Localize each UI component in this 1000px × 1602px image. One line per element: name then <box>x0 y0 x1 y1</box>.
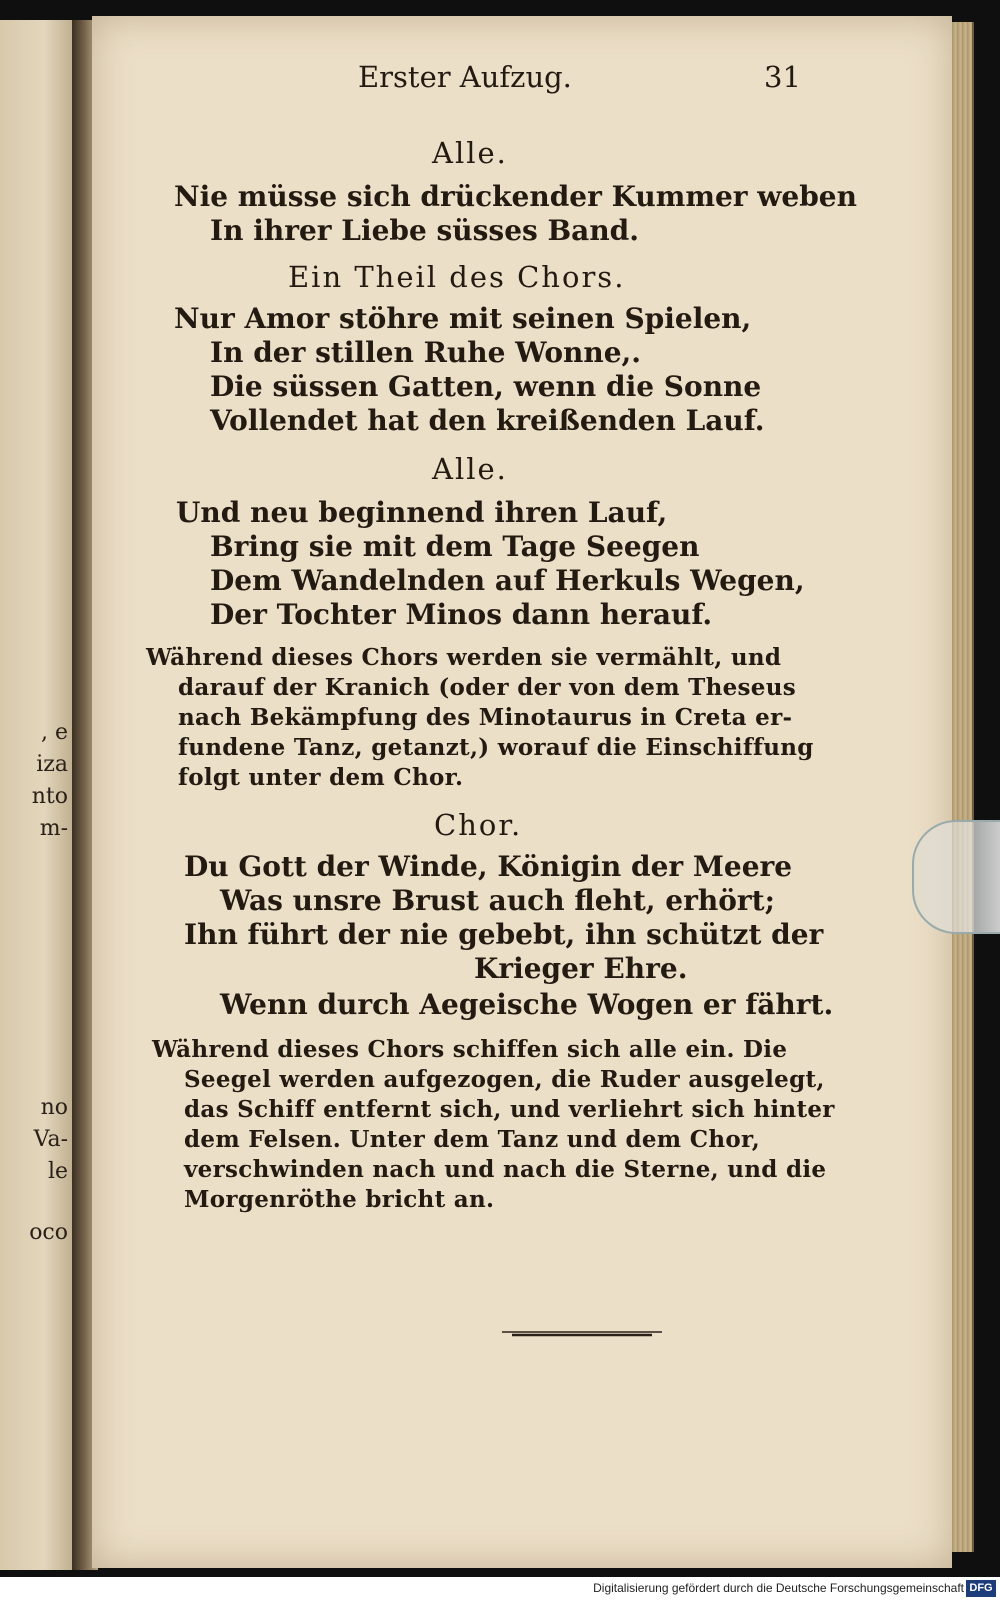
left-page-fragment: Va- <box>33 1127 68 1152</box>
stage-direction-line: Während dieses Chors werden sie vermählt, und <box>146 644 782 671</box>
verse-line: Wenn durch Aegeische Wogen er fährt. <box>220 988 834 1021</box>
verse-line: Ihn führt der nie gebebt, ihn schützt der <box>184 918 824 951</box>
left-page-fragment: , e <box>40 720 68 745</box>
verse-line: Der Tochter Minos dann herauf. <box>210 598 713 631</box>
verse-line: Dem Wandelnden auf Herkuls Wegen, <box>210 564 805 597</box>
left-page-fragment: m- <box>39 816 68 841</box>
stage-direction-line: verschwinden nach und nach die Sterne, und die <box>184 1156 827 1183</box>
speaker-heading: Alle. <box>432 452 508 486</box>
dfg-logo: DFG <box>966 1580 996 1597</box>
book-page <box>92 16 952 1568</box>
left-page-fragment: nto <box>31 784 68 809</box>
verse-line: Nie müsse sich drückender Kummer weben <box>174 180 857 213</box>
verse-line: In ihrer Liebe süsses Band. <box>210 214 640 247</box>
verse-line: Und neu beginnend ihren Lauf, <box>176 496 668 529</box>
left-page-fragment: iza <box>36 752 68 777</box>
closing-ornament-rule <box>502 1330 662 1338</box>
digitization-credit: Digitalisierung gefördert durch die Deutsche Forschungsgemeinschaft <box>593 1581 964 1595</box>
footer-bar <box>0 1577 1000 1602</box>
stage-direction-line: dem Felsen. Unter dem Tanz und dem Chor, <box>184 1126 761 1153</box>
verse-line: Du Gott der Winde, Königin der Meere <box>184 850 793 883</box>
verse-line: Vollendet hat den kreißenden Lauf. <box>210 404 765 437</box>
stage-direction-line: Seegel werden aufgezogen, die Ruder ausgelegt, <box>184 1066 825 1093</box>
speaker-heading: Chor. <box>434 808 523 842</box>
verse-line: Die süssen Gatten, wenn die Sonne <box>210 370 762 403</box>
left-page-fragment: no <box>40 1095 68 1120</box>
verse-line: Was unsre Brust auch fleht, erhört; <box>220 884 775 917</box>
verse-line: Nur Amor stöhre mit seinen Spielen, <box>174 302 752 335</box>
speaker-heading: Alle. <box>432 136 508 170</box>
stage-direction-line: das Schiff entfernt sich, und verliehrt sich hinter <box>184 1096 835 1123</box>
stage-direction-line: Morgenröthe bricht an. <box>184 1186 495 1213</box>
stage-direction-line: darauf der Kranich (oder der von dem Theseus <box>178 674 796 701</box>
left-page-fragment: le <box>47 1159 68 1184</box>
stage-direction-line: fundene Tanz, getanzt,) worauf die Einschiffung <box>178 734 814 761</box>
previous-page-strip <box>0 20 80 1570</box>
verse-line: In der stillen Ruhe Wonne,. <box>210 336 642 369</box>
stage-direction-line: nach Bekämpfung des Minotaurus in Creta er- <box>178 704 793 731</box>
stage-direction-line: folgt unter dem Chor. <box>178 764 464 791</box>
verse-line: Krieger Ehre. <box>474 952 688 985</box>
page-number: 31 <box>764 60 801 94</box>
left-page-fragment: oco <box>29 1220 68 1245</box>
page-clip <box>912 820 1000 934</box>
stage-direction-line: Während dieses Chors schiffen sich alle ein. Die <box>152 1036 788 1063</box>
verse-line: Bring sie mit dem Tage Seegen <box>210 530 700 563</box>
speaker-heading: Ein Theil des Chors. <box>288 260 626 294</box>
running-title: Erster Aufzug. <box>358 60 572 94</box>
